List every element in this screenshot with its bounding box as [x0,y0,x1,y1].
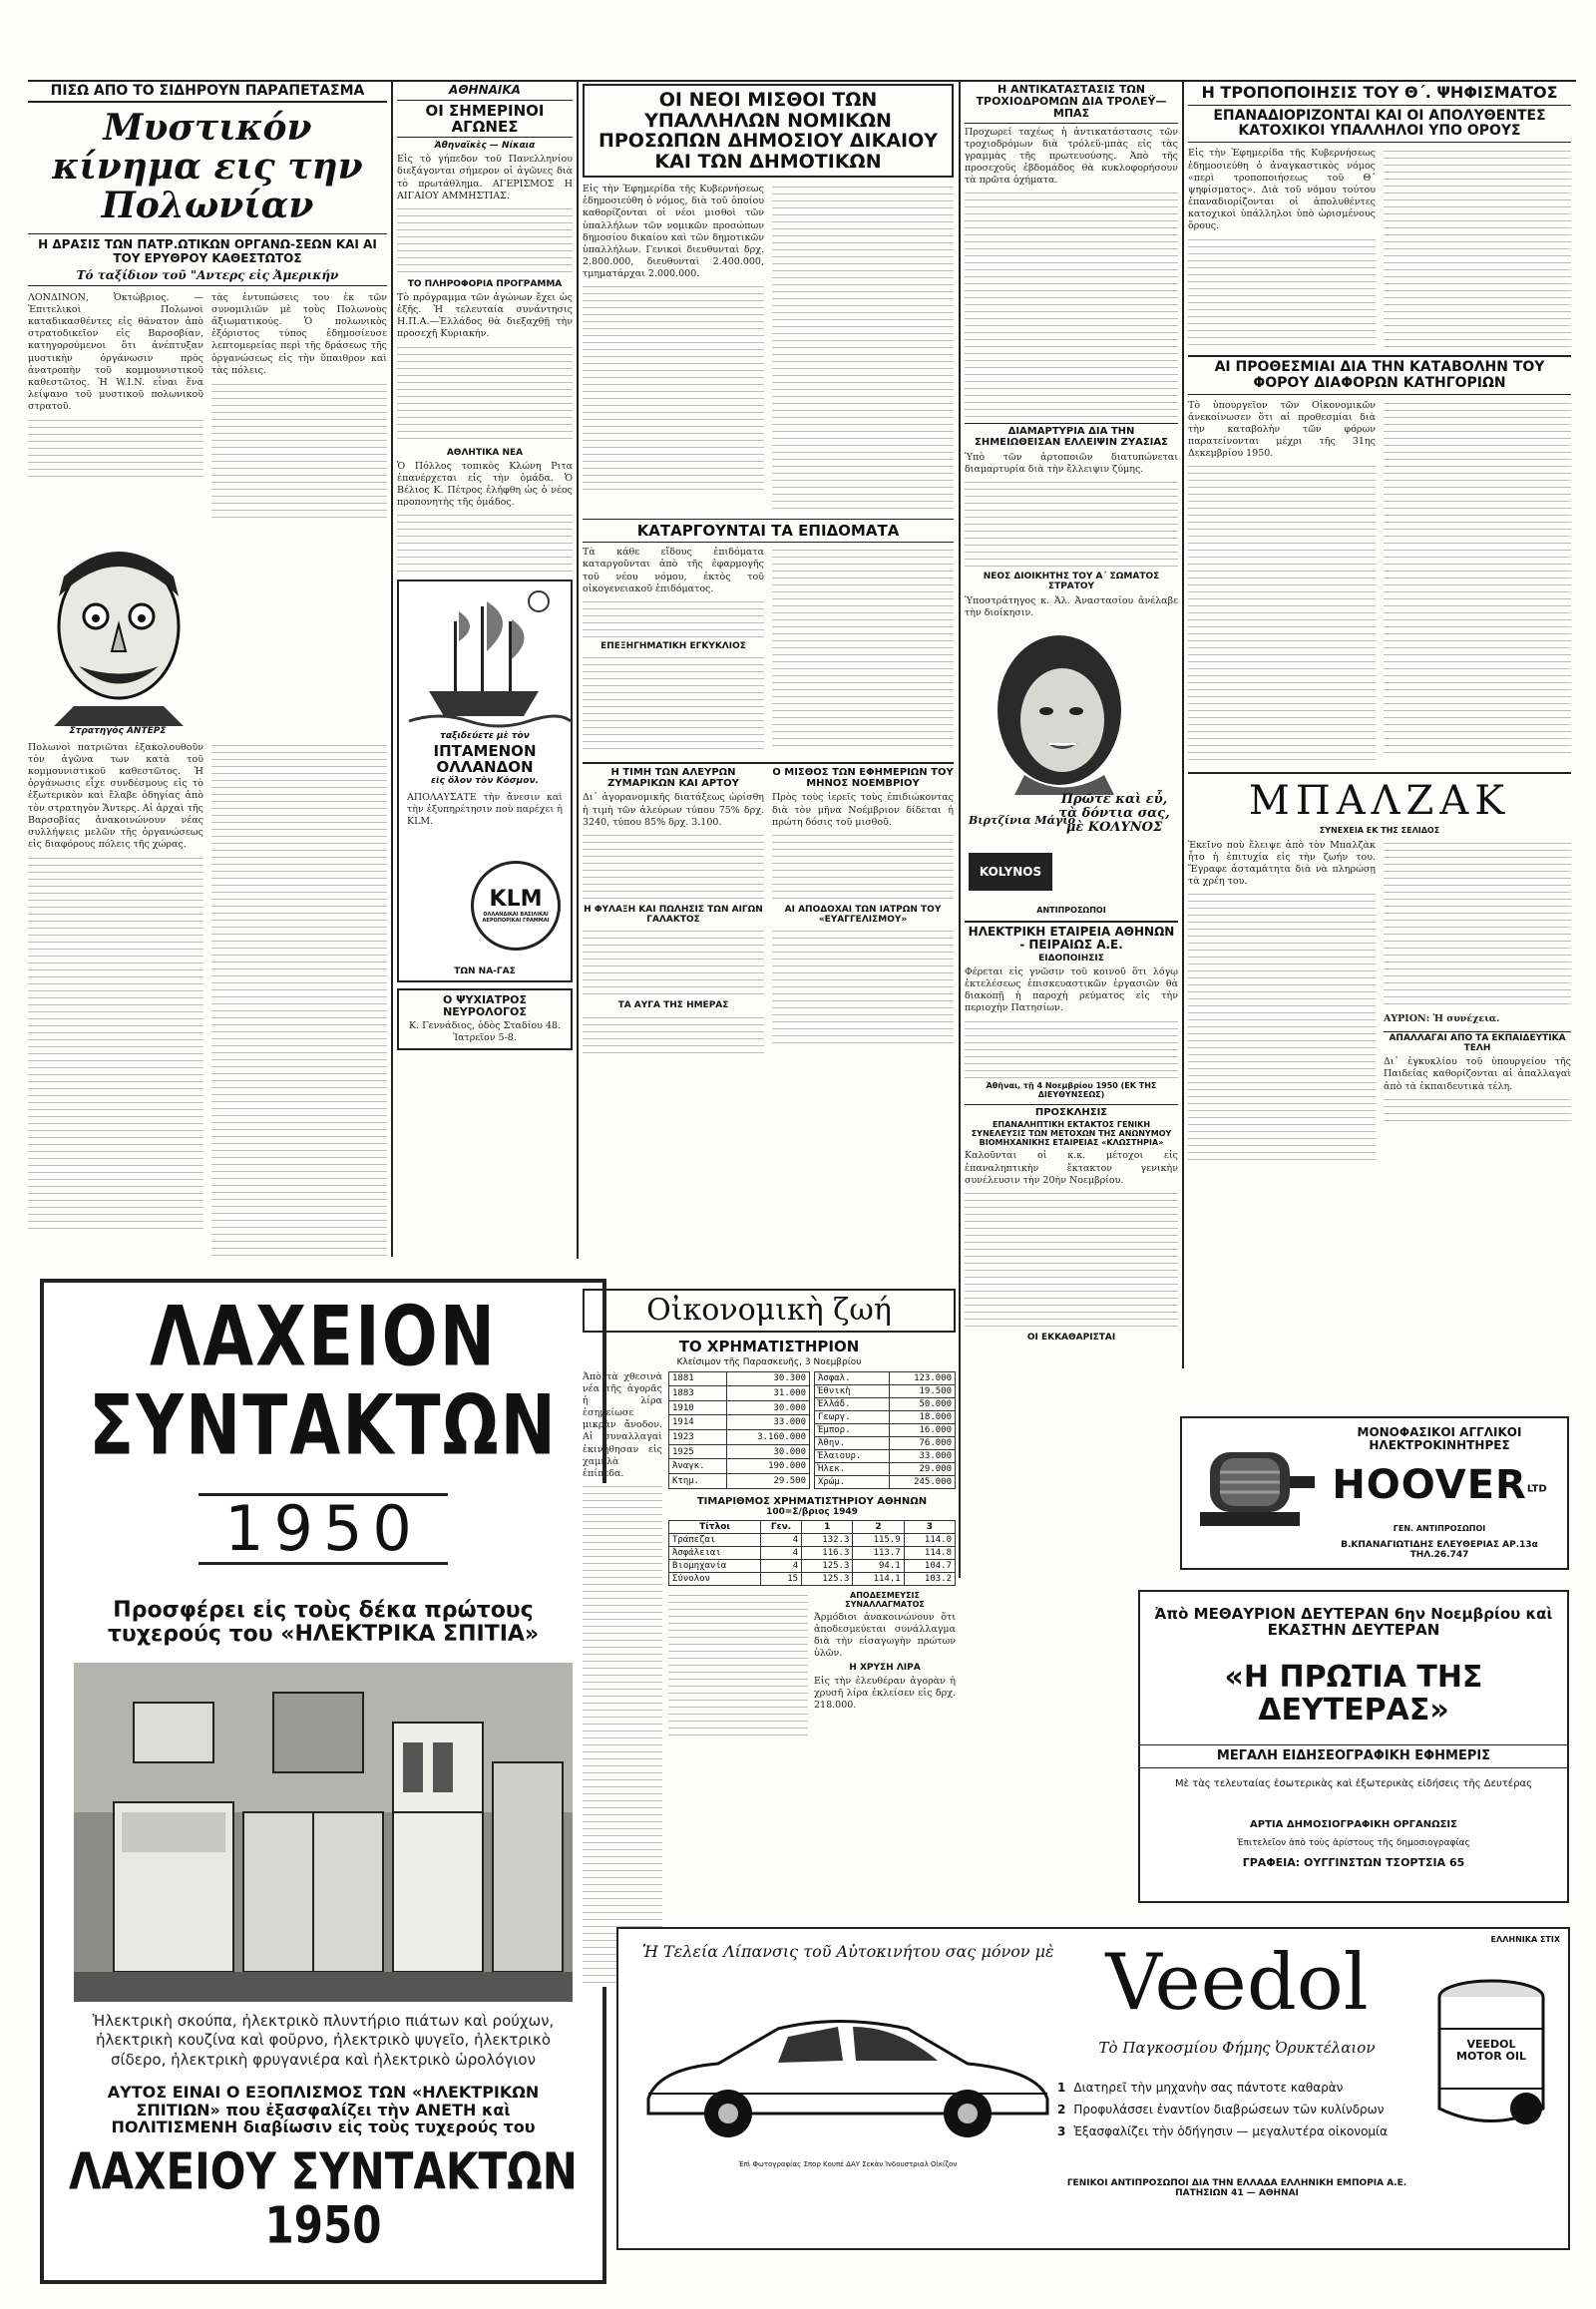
table-cell: Ἀθην. [815,1436,890,1449]
veedol-points [1057,2073,1416,2138]
article-headline: Μυστικόν κίνημα εις την Πολωνίαν [52,107,363,226]
doctor-address: Κ. Γεννάδιος, ὁδὸς Σταδίου 48. Ἰατρεῖον 5-8. [408,1019,562,1044]
veedol-brand: Veedol [1105,1938,1369,2028]
lottery-footer: ΛΑΧΕΙΟΥ ΣΥΝΤΑΚΤΩΝ 1950 [69,2141,578,2256]
salaries-article [583,84,954,1281]
sports-column [397,84,573,1261]
text-fill [965,479,1178,569]
text-fill [1384,840,1571,1009]
table-cell: 4 [761,1534,802,1547]
ad-body: ΑΠΟΛΑΥΣΑΤΕ τὴν ἄνεσιν καὶ τὴν ἐξυπηρέτησιν ποὺ παρέχει ἡ KLM. [407,791,563,827]
right-column [1188,84,1571,1370]
table-row [669,1534,956,1547]
table-row [669,1371,810,1386]
table-row [815,1397,956,1410]
table-cell: 1923 [669,1430,727,1445]
kolynos-model: Βιρτζίνια Μάγιο [969,814,1075,828]
kolynos-brand: KOLYNOS [979,864,1042,879]
table-cell: Ἀσφαλ. [815,1371,890,1384]
exemption-body: Δι᾽ ἐγκυκλίου τοῦ ὑπουργείου τῆς Παιδείας καθορίζονται αἱ ἀπαλλαγαὶ ἀπὸ τὰ ἐκπαιδευτικὰ τέλη. [1384,1056,1571,1092]
text-fill [668,1592,808,1741]
commander-title: ΝΕΟΣ ΔΙΟΙΚΗΤΗΣ ΤΟΥ Α΄ ΣΩΜΑΤΟΣ ΣΤΡΑΤΟΥ [983,572,1160,592]
klm-ad [397,579,573,982]
table-row [669,1444,810,1459]
column-header: Τίτλοι [669,1521,761,1534]
top-rule [28,80,1576,82]
car-caption: Ἐπὶ Φωτογραφίας Σπορ Κουπέ ΔΑΥ Σεκὰν Ἰνδουστριαλ Οἰκίζον [738,2160,958,2168]
text-fill [772,184,954,513]
ad-name: ΙΠΤΑΜΕΝΟΝ ΟΛΛΑΝΔΟΝ [433,742,537,777]
table-cell: 132.3 [802,1534,853,1547]
table-cell: 245.000 [889,1475,956,1488]
table-cell: Γεωργ. [815,1410,890,1423]
sports-headline: ΟΙ ΣΗΜΕΡΙΝΟΙ ΑΓΩΝΕΣ [397,100,573,138]
table-cell: 18.000 [889,1410,956,1423]
text-fill [1384,148,1571,347]
kolynos-ad [965,625,1178,915]
car-illustration [638,1999,1057,2148]
economy-title: Οἰκονομικὴ ζωή [583,1289,956,1333]
text-fill [583,654,764,754]
balzac-continued: ΣΥΝΕΧΕΙΑ ΕΚ ΤΗΣ ΣΕΛΙΔΟΣ [1319,825,1440,835]
decree-subhead: ΕΠΑΝΑΔΙΟΡΙΖΟΝΤΑΙ ΚΑΙ ΟΙ ΑΠΟΛΥΘΕΝΤΕΣ ΚΑΤΟΧΙΚΟΙ ΥΠΑΛΛΗΛΟΙ ΥΠΟ ΟΡΟΥΣ [1188,105,1571,143]
index-title: ΤΙΜΑΡΙΘΜΟΣ ΧΡΗΜΑΤΙΣΤΗΡΙΟΥ ΑΘΗΝΩΝ [696,1495,928,1507]
table-cell: 1883 [669,1386,727,1401]
doctors-title: ΑΙ ΑΠΟΔΟΧΑΙ ΤΩΝ ΙΑΤΡΩΝ ΤΟΥ «ΕΥΑΓΓΕΛΙΣΜΟΥ» [784,904,942,925]
priests-title: Ο ΜΙΣΘΟΣ ΤΩΝ ΕΦΗΜΕΡΙΩΝ ΤΟΥ ΜΗΝΟΣ ΝΟΕΜΒΡΙΟΥ [772,766,954,789]
table-row [815,1410,956,1423]
klm-brand: KLM [489,887,543,913]
point-number: 3 [1057,2124,1066,2138]
table-cell: 30.300 [727,1371,810,1386]
veedol-corner: ΕΛΛΗΝΙΚΑ ΣΤΙΧ [1490,1935,1560,1944]
decree-body: Εἰς τὴν Ἐφημερίδα τῆς Κυβερνήσεως ἐδημοσιεύθη ὁ ἀναγκαστικὸς νόμος «περὶ τροποποιήσεως τοῦ Θ΄ ψηφίσματος». Διὰ τοῦ νόμου τούτου ἐπαναδιορίζονται οἱ ἀπολυθέντες κατοχικοὶ ὑπάλληλοι ὑπὸ ὡρισμένους ὅρους. [1188,148,1376,232]
text-fill [1384,1096,1571,1126]
table-row [669,1547,956,1560]
text-fill [583,832,764,902]
electric-company-title: ΗΛΕΚΤΡΙΚΗ ΕΤΑΙΡΕΙΑ ΑΘΗΝΩΝ - ΠΕΙΡΑΙΩΣ Α.Ε. [965,921,1178,952]
milk-title: Η ΦΥΛΑΞΗ ΚΑΙ ΠΩΛΗΣΙΣ ΤΩΝ ΑΙΓΩΝ ΓΑΛΑΚΤΟΣ [584,904,763,925]
ad-footer: ΤΩΝ ΝΑ-ΓΑΣ [454,966,516,977]
column-rule [959,82,961,1578]
table-cell: 114.8 [904,1547,955,1560]
table-row [815,1371,956,1384]
protia-line1: Ἀπὸ ΜΕΘΑΥΡΙΟΝ ΔΕΥΤΕΡΑΝ 6ην Νοεμβρίου καὶ ΕΚΑΣΤΗΝ ΔΕΥΤΕΡΑΝ [1154,1605,1553,1640]
kitchen-photo [74,1663,573,2002]
text-fill [965,1190,1178,1330]
table-cell: 103.2 [904,1573,955,1586]
klm-brand-sub: ΟΛΛΑΝΔΙΚΑΙ ΒΑΣΙΛΙΚΑΙ ΑΕΡΟΠΟΡΙΚΑΙ ΓΡΑΜΜΑΙ [482,912,550,925]
table-cell: Ἠλεκ. [815,1462,890,1475]
economy-section [583,1289,956,1987]
table-cell: Ἀναγκ. [669,1459,727,1474]
table-row [669,1573,956,1586]
balzac-masthead: ΜΠΑΛΖΑΚ [1188,772,1571,823]
veedol-point [1057,2103,1416,2117]
column-rule [1182,82,1184,1368]
priests-box [772,768,954,1058]
text-fill [583,283,764,493]
table-cell: Ἐλαιουρ. [815,1449,890,1462]
salaries-body: Εἰς τὴν Ἐφημερίδα τῆς Κυβερνήσεως ἐδημοσιεύθη ὁ νόμος, διὰ τοῦ ὁποίου καθορίζονται οἱ νέοι μισθοὶ τῶν ὑπαλλήλων τῶν νομικῶν προσώπων δημοσίου δικαίου καὶ τῶν δημοτικῶν ὑπαλλήλων. Γενικοὶ διευθυνταὶ δρχ. 2.800.000, διευθυνταὶ 2.400.000, τμηματάρχαι 2.000.000. [583,184,764,280]
sports-subhead: Ἀθηναϊκὲς — Νίκαια [434,141,536,152]
table-cell: 31.000 [727,1386,810,1401]
table-cell: 3.160.000 [727,1430,810,1445]
table-cell: 125.3 [802,1560,853,1573]
article-subdeck: Τό ταξίδιον τοῦ "Αντερς εἰς Ἀμερικήν [28,268,387,286]
table-cell: 4 [761,1560,802,1573]
ad-tagline: ταξιδεύετε μὲ τὸν [440,731,530,742]
hoover-brand: HOOVER [1332,1462,1527,1508]
protia-ad [1138,1590,1569,1903]
table-row [669,1386,810,1401]
index-base: 100=Σ/βριος 1949 [766,1507,858,1518]
woman-portrait [965,625,1178,795]
flour-title: Η ΤΙΜΗ ΤΩΝ ΑΛΕΥΡΩΝ ΖΥΜΑΡΙΚΩΝ ΚΑΙ ΑΡΤΟΥ [607,766,739,789]
hoover-sub: ΓΕΝ. ΑΝΤΙΠΡΟΣΩΠΟΙ [1393,1524,1486,1533]
table-row [669,1459,810,1474]
table-cell: 33.000 [727,1415,810,1430]
veedol-point [1057,2124,1416,2138]
motor-illustration [1190,1432,1320,1542]
klm-logo [471,861,561,951]
text-fill [28,417,203,479]
text-fill [397,512,573,572]
table-cell: 1910 [669,1400,727,1415]
table-cell: 29.500 [727,1473,810,1488]
doctor-title: Ο ΨΥΧΙΑΤΡΟΣ ΝΕΥΡΟΛΟΓΟΣ [442,993,527,1019]
table-cell: 16.000 [889,1423,956,1436]
salaries-subhead-small: ΕΠΕΞΗΓΗΜΑΤΙΚΗ ΕΓΚΥΚΛΙΟΣ [600,640,746,651]
text-fill [1188,236,1376,346]
column-header: Γεν. [761,1521,802,1534]
veedol-slogan: Ἡ Τελεία Λίπανσις τοῦ Αὐτοκινήτου σας μόνον μὲ [642,1942,1054,1961]
column-header: 1 [802,1521,853,1534]
table-cell: 19.500 [889,1384,956,1397]
table-row [815,1436,956,1449]
decree-headline: Η ΤΡΟΠΟΠΟΙΗΣΙΣ ΤΟΥ Θ΄. ΨΗΦΙΣΜΑΤΟΣ [1201,84,1558,102]
protia-foot2: Ἐπιτελεῖον ἀπὸ τοὺς ἀρίστους τῆς δημοσιογραφίας [1237,1838,1470,1849]
lottery-offer: Προσφέρει εἰς τοὺς δέκα πρώτους τυχερούς του «ΗΛΕΚΤΡΙΚΑ ΣΠΙΤΙΑ» [107,1598,540,1648]
lottery-ad [40,1279,606,2284]
text-fill [965,190,1178,419]
text-fill [772,832,954,902]
text-fill [28,855,203,1234]
table-cell: Ἐθνικὴ [815,1384,890,1397]
table-row [815,1449,956,1462]
electric-company-sign: Ἀθῆναι, τῇ 4 Νοεμβρίου 1950 (ΕΚ ΤΗΣ ΔΙΕΥΘΥΝΣΕΩΣ) [986,1080,1157,1099]
text-fill [1188,463,1376,762]
text-fill [211,742,387,1261]
table-cell: 29.000 [889,1462,956,1475]
article-body: τὰς ἐντυπώσεις του ἐκ τῶν συνομιλιῶν μὲ τοὺς Πολωνοὺς ἀξιωματικούς. Ὁ πολωνικὸς ἐξόριστος τύπος ἐδημοσίευσε λεπτομερείας περὶ τῆς δράσεως τῆς ὀργανώσεως εἰς τὴν ὕπαιθρον καὶ τὰς πόλεις. [211,291,387,376]
article-body: Πολωνοὶ πατριῶται ἐξακολουθοῦν τὸν ἀγῶνα των κατὰ τοῦ κομμουνιστικοῦ καθεστῶτος. Ἡ ὀργάνωσις εἶχε συνδέσμους εἰς τὸ ἐξωτερικὸν καὶ ἔλαβε ὁδηγίας ἀπὸ τὸν στρατηγὸν Ἄντερς. Αἱ ἀρχαὶ τῆς Βαρσοβίας ἀνακοινώνουν νέας συλλήψεις μελῶν τῆς ὀργανώσεως εἰς διαφόρους πόλεις τῆς χώρας. [28,741,203,851]
table-cell: 30.000 [727,1444,810,1459]
protia-title: «Η ΠΡΩΤΙΑ ΤΗΣ ΔΕΥΤΕΡΑΣ» [1224,1660,1483,1728]
text-fill [772,928,954,1047]
protia-sub: ΜΕΓΑΛΗ ΕΙΔΗΣΕΟΓΡΑΦΙΚΗ ΕΦΗΜΕΡΙΣ [1140,1744,1567,1768]
text-fill [583,1483,662,1987]
ad-sub: εἰς ὅλον τὸν Κόσμον. [430,775,540,786]
article-deck: Η ΔΡΑΣΙΣ ΤΩΝ ΠΑΤΡ.ΩΤΙΚΩΝ ΟΡΓΑΝΩ-ΣΕΩΝ ΚΑΙ ΑΙ ΤΟΥ ΕΡΥΘΡΟΥ ΚΑΘΕΣΤΩΤΟΣ [28,233,387,265]
table-row [669,1430,810,1445]
point-number: 1 [1057,2081,1066,2095]
table-cell: 1881 [669,1371,727,1386]
table-cell: 15 [761,1573,802,1586]
text-fill [397,205,573,275]
table-cell: 190.000 [727,1459,810,1474]
table-cell: 125.3 [802,1573,853,1586]
text-fill [1384,400,1571,759]
exchange-date: Κλείσιμον τῆς Παρασκευῆς, 3 Νοεμβρίου [676,1356,862,1367]
table-cell: Ἀσφάλειαι [669,1547,761,1560]
ship-illustration [399,581,571,731]
table-cell: 115.9 [853,1534,904,1547]
hoover-title: ΜΟΝΟΦΑΣΙΚΟΙ ΑΓΓΛΙΚΟΙ ΗΛΕΚΤΡΟΚΙΝΗΤΗΡΕΣ [1357,1425,1522,1452]
protia-foot1: ΑΡΤΙΑ ΔΗΜΟΣΙΟΓΡΑΦΙΚΗ ΟΡΓΑΝΩΣΙΣ [1250,1819,1457,1831]
stocks-table [814,1371,956,1489]
trolley-body: Προχωρεί ταχέως ἡ ἀντικατάστασις τῶν τροχιοδρόμων διὰ τρόλεϋ-μπὰς εἰς τὰς γραμμὰς τῆς πρωτευούσης. Ἀπὸ τῆς προσεχοῦς ἑβδομάδος θὰ κυκλοφορήσουν τὰ πρῶτα ὀχήματα. [965,126,1178,187]
invitation-sub: ΕΠΑΝΑΛΗΠΤΙΚΗ ΕΚΤΑΚΤΟΣ ΓΕΝΙΚΗ ΣΥΝΕΛΕΥΣΙΣ ΤΩΝ ΜΕΤΟΧΩΝ ΤΗΣ ΑΝΩΝΥΜΟΥ ΒΙΟΜΗΧΑΝΙΚΗΣ ΕΤΑΙΡΕΙΑΣ «ΚΛΩΣΤΗΡΙΑ» [971,1120,1172,1148]
point-number: 2 [1057,2103,1066,2117]
electric-company-body: Φέρεται εἰς γνῶσιν τοῦ κοινοῦ ὅτι λόγῳ ἐκτελέσεως ἐπισκευαστικῶν ἐργασιῶν θὰ διακοπῇ ἡ παροχὴ ρεύματος εἰς τὴν περιοχὴν Πατησίων. [965,965,1178,1014]
table-row [815,1423,956,1436]
text-fill [583,598,764,638]
electric-company-sub: ΕΙΔΟΠΟΙΗΣΙΣ [1038,953,1104,963]
salaries-body: Τὰ κάθε εἴδους ἐπιδόματα καταργοῦνται ἀπὸ τῆς ἐφαρμογῆς τοῦ νέου νόμου, ἐκτὸς τοῦ οἰκογενειακοῦ ἐπιδόματος. [583,547,764,594]
balzac-body: Ἐκεῖνο ποὺ ἔλειψε ἀπὸ τὸν Μπαλζὰκ ἦτο ἡ ἐπιτυχία εἰς τὴν ζωήν του. Ἔγραφε ἀσταμάτητα διὰ νὰ πληρώσῃ τὰ χρέη του. [1188,839,1376,888]
doctor-ad [397,988,573,1050]
column-header: 3 [904,1521,955,1534]
tax-headline: ΑΙ ΠΡΟΘΕΣΜΙΑΙ ΔΙΑ ΤΗΝ ΚΑΤΑΒΟΛΗΝ ΤΟΥ ΦΟΡΟΥ ΔΙΑΦΟΡΩΝ ΚΑΤΗΓΟΡΙΩΝ [1188,355,1571,394]
lottery-items: Ἠλεκτρικὴ σκούπα, ἠλεκτρικὸ πλυντήριο πιάτων καὶ ρούχων, ἠλεκτρικὴ κουζίνα καὶ φοῦρνο, ἠλεκτρικὸ ψυγεῖο, ἠλεκτρικὸ σίδερο, ἠλεκτρικὴ φρυγανιέρα καὶ ἠλεκτρικὸ ὡρολόγιον [92,2011,555,2069]
table-cell: 1925 [669,1444,727,1459]
veedol-point [1057,2081,1416,2095]
invitation-sign: ΟΙ ΕΚΚΑΘΑΡΙΣΤΑΙ [1026,1332,1116,1343]
trolley-headline: Η ΑΝΤΙΚΑΤΑΣΤΑΣΙΣ ΤΩΝ ΤΡΟΧΙΟΔΡΟΜΩΝ ΔΙΑ ΤΡΟΛΕΫ—ΜΠΑΣ [965,84,1178,124]
hoover-ad [1180,1416,1569,1570]
eggs-title: ΤΑ ΑΥΓΑ ΤΗΣ ΗΜΕΡΑΣ [617,1000,729,1011]
currency-body: Ἀρμόδιοι ἀνακοινώνουν ὅτι ἀποδεσμεύεται συνάλλαγμα διὰ τὴν εἰσαγωγὴν πρώτων ὑλῶν. [814,1611,956,1660]
table-cell: 30.000 [727,1400,810,1415]
oil-can-label: VEEDOL MOTOR OIL [1456,2038,1526,2063]
table-cell: Κτημ. [669,1473,727,1488]
sports-kicker: ΑΘΗΝΑΪΚΑ [449,84,521,97]
caricature-caption: Στρατηγός ΑΝΤΕΡΣ [69,725,167,736]
sports-body: Ὁ Πόλλος τοπικὸς Κλώνη Ριτα ἐπανέρχεται εἰς τὴν ὁμάδα. Ὁ Βέλιος Κ. Πέτρος ἐλήφθη ὡς ὁ νέος προπονητὴς τῆς ὁμάδος. [397,460,573,509]
gold-body: Εἰς τὴν ἐλευθέραν ἀγορὰν ἡ χρυσῆ λίρα ἐκλείσεν εἰς δρχ. 218.000. [814,1675,956,1712]
table-cell: 94.1 [853,1560,904,1573]
kolynos-slogan: Πρῶτε καὶ εὖ, τὰ δόντια σας, μὲ ΚΟΛΥΝΟΣ [1058,792,1170,836]
table-row [669,1473,810,1488]
point-text: Διατηρεῖ τὴν μηχανὴν σας πάντοτε καθαρὰν [1073,2081,1344,2095]
sports-subhead: ΑΘΛΗΤΙΚΑ ΝΕΑ [446,447,524,458]
currency-title: ΑΠΟΔΕΣΜΕΥΣΙΣ ΣΥΝΑΛΛΑΓΜΑΤΟΣ [845,1591,925,1609]
text-fill [583,1014,764,1058]
table-cell: 33.000 [889,1449,956,1462]
protia-foot3: ΓΡΑΦΕΙΑ: ΟΥΓΓΙΝΣΤΩΝ ΤΣΟΡΤΣΙΑ 65 [1242,1856,1465,1870]
table-cell: Χρώμ. [815,1475,890,1488]
gold-title: Η ΧΡΥΣΗ ΛΙΡΑ [849,1663,921,1674]
table-row [815,1384,956,1397]
table-cell: 114.0 [904,1534,955,1547]
table-cell: 104.7 [904,1560,955,1573]
protest-body: Ὑπὸ τῶν ἀρτοποιῶν διατυπώνεται διαμαρτυρία διὰ τὴν ἔλλειψιν ζύμης. [965,452,1178,476]
exchange-title: ΤΟ ΧΡΗΜΑΤΙΣΤΗΡΙΟΝ [678,1338,860,1356]
table-cell: Ἐμπορ. [815,1423,890,1436]
veedol-tagline: Τὸ Παγκοσμίου Φήμης Ὀρυκτέλαιον [1098,2039,1376,2057]
protest-title: ΔΙΑΜΑΡΤΥΡΙΑ ΔΙΑ ΤΗΝ ΣΗΜΕΙΩΘΕΙΣΑΝ ΕΛΛΕΙΨΙΝ ΖΥΑΣΙΑΣ [965,423,1178,449]
text-fill [397,344,573,444]
notices-column [965,84,1178,1580]
lottery-year: 1950 [199,1493,448,1566]
text-fill [583,928,764,997]
lottery-tagline: ΑΥΤΟΣ ΕΙΝΑΙ Ο ΕΞΟΠΛΙΣΜΟΣ ΤΩΝ «ΗΛΕΚΤΡΙΚΩΝ ΣΠΙΤΙΩΝ» που ἐξασφαλίζει τὴν ΑΝΕΤΗ καὶ ΠΟΛΙΤΙΣΜΕΝΗ διαβίωσιν εἰς τοὺς τυχερούς του [107,2083,540,2137]
exemption-title: ΑΠΑΛΛΑΓΑΙ ΑΠΟ ΤΑ ΕΚΠΑΙΔΕΥΤΙΚΑ ΤΕΛΗ [1384,1031,1571,1053]
flour-body: Δι᾽ ἀγορανομικῆς διατάξεως ὡρίσθη ἡ τιμὴ τῶν ἀλεύρων τύπου 75% δρχ. 3240, τύπου 85% δρχ. 3.100. [583,792,764,828]
text-fill [772,547,954,746]
kolynos-footer: ΑΝΤΙΠΡΟΣΩΠΟΙ [1036,906,1106,916]
table-cell: 76.000 [889,1436,956,1449]
table-cell: 4 [761,1547,802,1560]
veedol-ad [616,1927,1570,2250]
table-cell: Τράπεζαι [669,1534,761,1547]
veedol-footer: ΓΕΝΙΚΟΙ ΑΝΤΙΠΡΟΣΩΠΟΙ ΔΙΑ ΤΗΝ ΕΛΛΑΔΑ ΕΛΛΗΝΙΚΗ ΕΜΠΟΡΙΑ Α.Ε. ΠΑΤΗΣΙΩΝ 41 — ΑΘΗΝΑΙ [1066,2178,1407,2198]
salaries-subhead: ΚΑΤΑΡΓΟΥΝΤΑΙ ΤΑ ΕΠΙΔΟΜΑΤΑ [583,519,954,543]
index-table [668,1520,956,1586]
lottery-title: ΛΑΧΕΙΟΝ ΣΥΝΤΑΚΤΩΝ [89,1289,558,1474]
kolynos-tube [969,853,1052,891]
balzac-sign: ΑΥΡΙΟΝ: Ἡ συνέχεια. [1384,1012,1500,1024]
table-cell: 123.000 [889,1371,956,1384]
sports-subhead: ΤΟ ΠΛΗΡΟΦΟΡΙΑ ΠΡΟΓΡΑΜΜΑ [407,278,563,289]
text-fill [1188,891,1376,1160]
hoover-ltd: LTD [1526,1483,1547,1495]
hoover-address: Β.ΚΠΑΝΑΓΙΩΤΙΔΗΣ ΕΛΕΥΘΕΡΙΑΣ ΑΡ.13α ΤΗΛ.26.747 [1341,1540,1538,1560]
table-header-row [669,1521,956,1534]
commander-body: Ὑποστράτηγος κ. Ἀλ. Ἀναστασίου ἀνέλαβε τὴν διοίκησιν. [965,594,1178,618]
flour-box [583,768,764,1058]
bonds-table [668,1371,810,1489]
anders-caricature [34,527,203,726]
table-cell: 116.3 [802,1547,853,1560]
column-rule [577,82,579,1259]
table-cell: 1914 [669,1415,727,1430]
protia-sub2: Μὲ τὰς τελευταίας ἐσωτερικὰς καὶ ἐξωτερικὰς εἰδήσεις τῆς Δευτέρας [1174,1778,1533,1790]
priests-body: Πρὸς τοὺς ἱερεῖς τοὺς ἐπιδιώκοντας διὰ τὸν μῆνα Νοέμβριον δίδεται ἡ πρώτη δόσις τοῦ μισθοῦ. [772,792,954,828]
table-cell: 50.000 [889,1397,956,1410]
point-text: Προφυλάσσει ἐναντίον διαβρώσεων τῶν κυλίνδρων [1073,2103,1385,2117]
table-cell: 113.7 [853,1547,904,1560]
invitation-title: ΠΡΟΣΚΛΗΣΙΣ [965,1104,1178,1119]
invitation-body: Καλοῦνται οἱ κ.κ. μέτοχοι εἰς ἐπαναληπτικὴν ἔκτακτον γενικὴν συνέλευσιν τὴν 20ὴν Νοεμβρίου. [965,1150,1178,1186]
table-cell: Βιομηχανία [669,1560,761,1573]
article-kicker: ΠΙΣΩ ΑΠΟ ΤΟ ΣΙΔΗΡΟΥΝ ΠΑΡΑΠΕΤΑΣΜΑ [28,84,387,103]
tax-body: Τὸ ὑπουργεῖον τῶν Οἰκονομικῶν ἀνεκοίνωσεν ὅτι αἱ προθεσμίαι διὰ τὴν καταβολὴν τῶν φόρων παρατείνονται μέχρι τῆς 31ης Δεκεμβρίου 1950. [1188,399,1376,460]
table-row [669,1560,956,1573]
economy-body: Ἀπὸ τὰ χθεσινὰ νέα τῆς ἀγορᾶς ἡ λίρα ἐσημείωσε μικρὰν ἄνοδον. Αἱ συναλλαγαὶ ἐκινήθησαν εἰς χαμηλὰ ἐπίπεδα. [583,1370,662,1479]
sports-body: Τὸ πρόγραμμα τῶν ἀγώνων ἔχει ὡς ἑξῆς. Ἡ τελευταία συνάντησις Η.Π.Α.—Ἐλλάδος θὰ διεξαχθῇ τὴν προσεχῆ Κυριακήν. [397,291,573,340]
table-row [815,1462,956,1475]
column-header: 2 [853,1521,904,1534]
column-rule [391,82,393,1257]
salaries-headline: ΟΙ ΝΕΟΙ ΜΙΣΘΟΙ ΤΩΝ ΥΠΑΛΛΗΛΩΝ ΝΟΜΙΚΩΝ ΠΡΟΣΩΠΩΝ ΔΗΜΟΣΙΟΥ ΔΙΚΑΙΟΥ ΚΑΙ ΤΩΝ ΔΗΜΟΤΙΚΩΝ [583,84,954,178]
text-fill [211,381,387,521]
sports-body: Εἰς τὸ γήπεδον τοῦ Πανελληνίου διεξάγονται σήμερον οἱ ἀγῶνες διὰ τὸ πρωτάθλημα. ΑΓΕΡΙΣΜΟΣ Η ΑΙΓΑΙΟΥ ΑΜΜΗΣΤΙΑΣ. [397,154,573,201]
table-row [669,1400,810,1415]
table-cell: Ἑλλάδ. [815,1397,890,1410]
article-body: ΛΟΝΔΙΝΟΝ, Ὀκτώβριος. — Ἐπιτελικοὶ Πολωνοὶ καταδικασθέντες εἰς θάνατον ἀπὸ στρατοδικεῖον εἰς Βαρσοβίαν, κατηγορούμενοι ὅτι ἀνέπτυξαν μυστικὴν ὀργάνωσιν πρὸς ἀνατροπὴν τοῦ κομμουνιστικοῦ καθεστῶτος. Ἡ W.I.N. εἶναι ἕνα λείψανο τοῦ μυστικοῦ πολωνικοῦ στρατοῦ. [28,291,203,413]
table-row [669,1415,810,1430]
text-fill [965,1018,1178,1078]
table-cell: Σύνολον [669,1573,761,1586]
article-poland [28,84,387,1261]
point-text: Ἐξασφαλίζει τὴν ὁδήγησιν — μεγαλυτέρα οἰκονομία [1073,2124,1389,2138]
table-row [815,1475,956,1488]
table-cell: 114.1 [853,1573,904,1586]
